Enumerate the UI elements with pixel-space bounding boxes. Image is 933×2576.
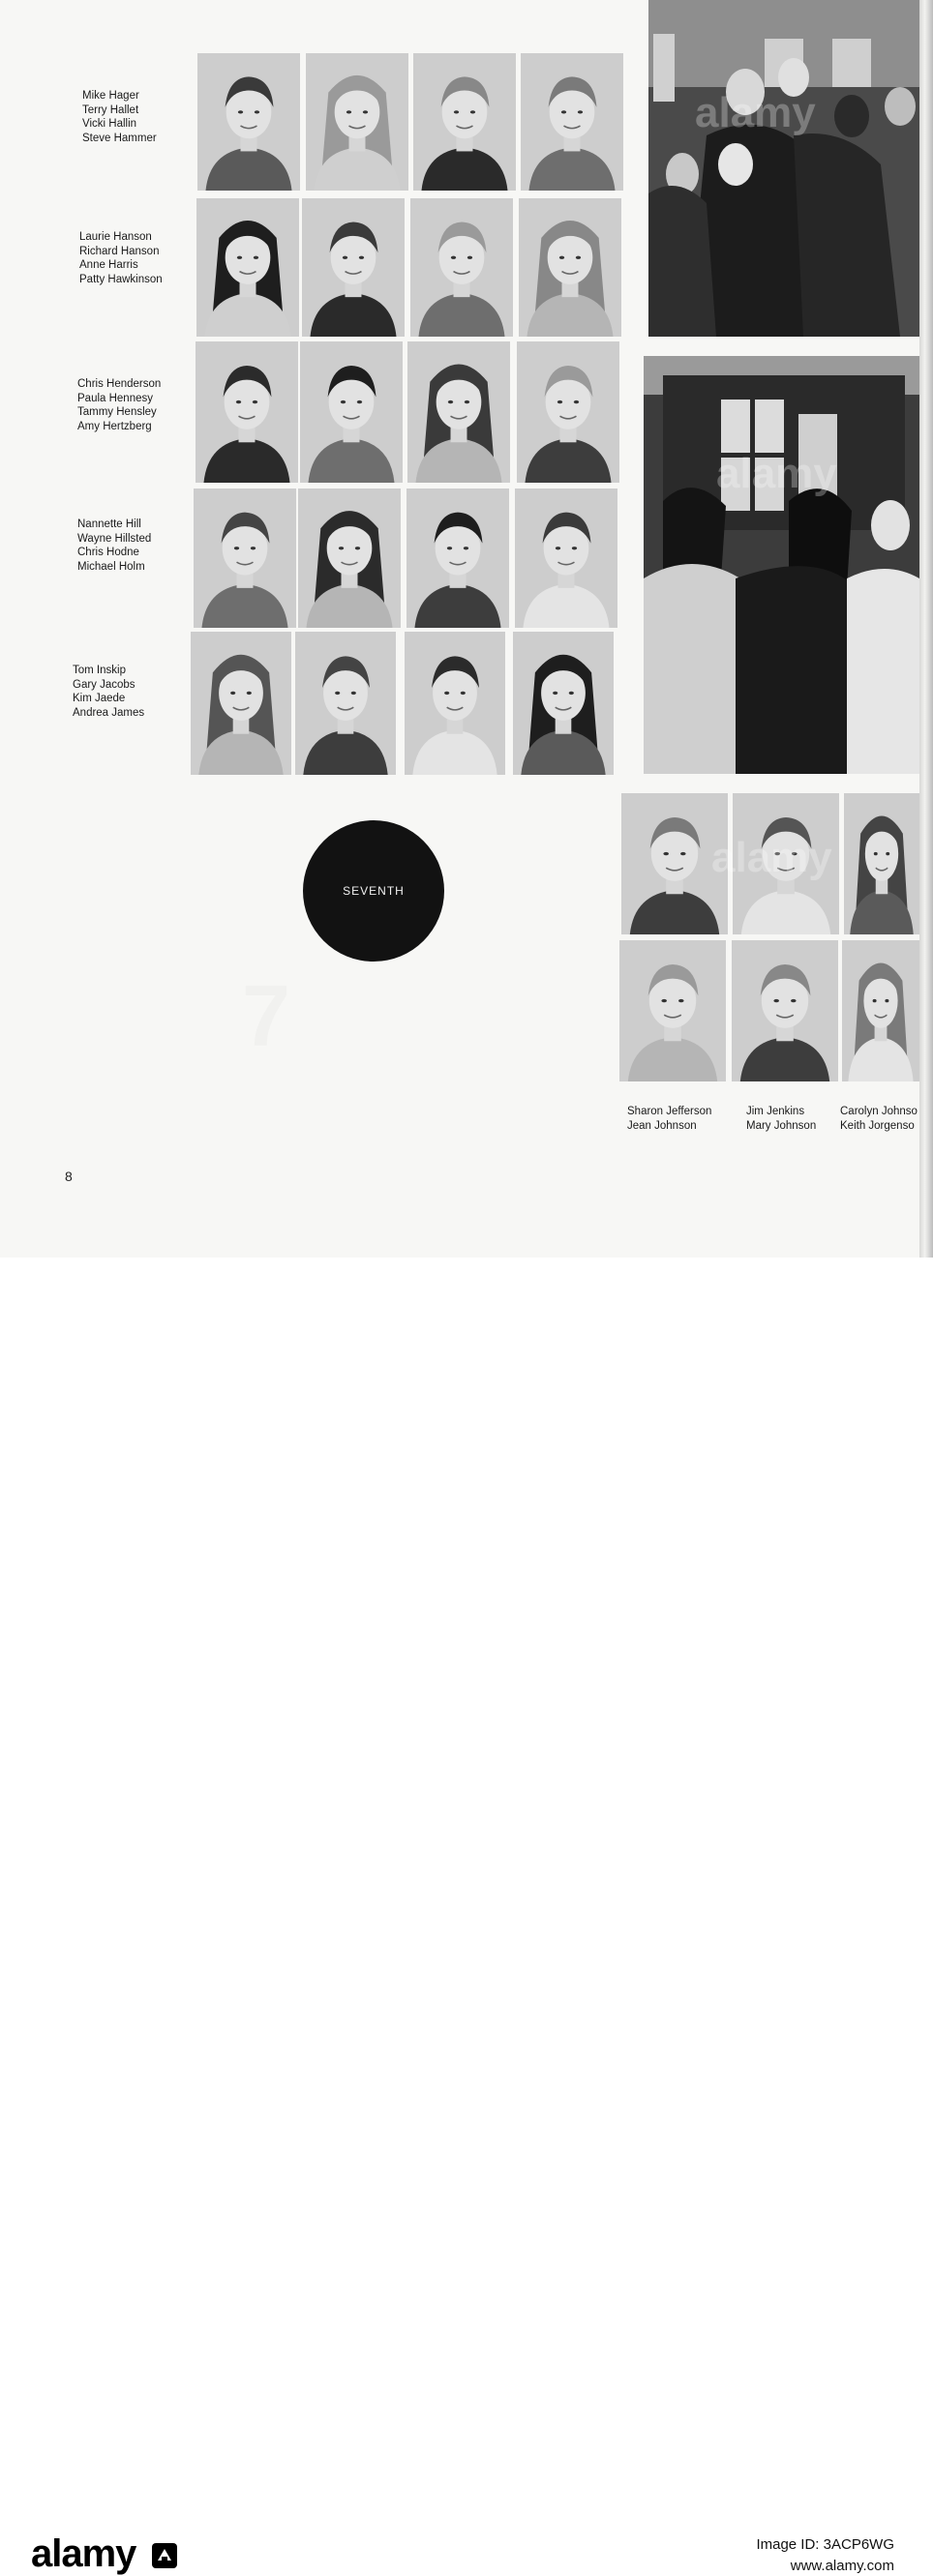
student-name: Terry Hallet [82, 104, 139, 116]
brand-name: alamy [31, 2532, 136, 2575]
student-portrait [407, 341, 510, 483]
student-name: Andrea James [73, 706, 145, 719]
student-name: Carolyn Johnso [840, 1106, 918, 1117]
candid-photo-hallway [648, 0, 919, 337]
student-portrait [196, 341, 298, 483]
names-row-1 [82, 89, 157, 145]
page-binding-edge [919, 0, 933, 1258]
student-name: Richard Hanson [79, 245, 160, 257]
student-portrait [306, 53, 408, 191]
student-portrait [513, 632, 614, 775]
student-portrait [196, 198, 299, 337]
student-name: Mary Johnson [746, 1119, 817, 1132]
seventh-grade-label: SEVENTH [343, 884, 405, 898]
student-portrait [519, 198, 621, 337]
names-row-4 [77, 518, 151, 574]
show-through-text: 7 [242, 968, 291, 1065]
names-row-5 [73, 664, 144, 720]
student-name: Paula Hennesy [77, 392, 153, 404]
student-name: Chris Hodne [77, 547, 139, 558]
student-portrait [413, 53, 516, 191]
student-name: Tammy Hensley [77, 406, 157, 418]
student-portrait [521, 53, 623, 191]
student-name: Patty Hawkinson [79, 273, 163, 285]
student-name: Chris Henderson [77, 378, 162, 390]
student-portrait [732, 940, 838, 1081]
names-row-2 [79, 230, 163, 286]
student-name: Wayne Hillsted [77, 532, 152, 545]
student-portrait [619, 940, 726, 1081]
student-portrait [410, 198, 513, 337]
student-portrait [295, 632, 396, 775]
names-row-3 [77, 377, 161, 433]
student-name: Jean Johnson [627, 1119, 697, 1132]
student-name: Tom Inskip [73, 665, 126, 676]
student-portrait [621, 793, 728, 934]
student-portrait [300, 341, 403, 483]
student-name: Vicki Hallin [82, 118, 137, 130]
page-number: 8 [65, 1169, 73, 1184]
seventh-grade-badge [303, 820, 444, 962]
image-id: Image ID: 3ACP6WG [756, 2536, 894, 2553]
caption-column-3 [840, 1105, 918, 1133]
student-portrait [191, 632, 291, 775]
student-name: Nannette Hill [77, 518, 141, 530]
student-portrait [517, 341, 619, 483]
student-name: Kim Jaede [73, 693, 126, 704]
stock-footer [0, 1258, 933, 2575]
watermark: alamy [711, 834, 832, 881]
brand-logo[interactable] [31, 2532, 179, 2576]
student-name: Sharon Jefferson [627, 1106, 712, 1117]
student-name: Laurie Hanson [79, 231, 152, 243]
caption-column-1 [627, 1105, 711, 1133]
student-portrait [405, 632, 505, 775]
student-portrait [302, 198, 405, 337]
brand-mark-icon [150, 2541, 179, 2570]
student-name: Steve Hammer [82, 132, 157, 144]
student-name: Michael Holm [77, 560, 145, 573]
student-portrait [733, 793, 839, 934]
student-portrait [515, 489, 617, 628]
site-link[interactable]: www.alamy.com [790, 2558, 894, 2574]
student-name: Amy Hertzberg [77, 420, 152, 432]
student-name: Gary Jacobs [73, 678, 135, 691]
student-portrait [194, 489, 296, 628]
student-portrait [406, 489, 509, 628]
student-portrait [197, 53, 300, 191]
student-name: Keith Jorgenso [840, 1119, 915, 1132]
candid-photo-students-door [644, 356, 919, 774]
student-portrait [842, 940, 919, 1081]
watermark: alamy [716, 450, 837, 497]
student-name: Mike Hager [82, 90, 139, 102]
student-name: Jim Jenkins [746, 1106, 805, 1117]
student-name: Anne Harris [79, 259, 138, 271]
watermark: alamy [695, 89, 816, 136]
student-portrait [844, 793, 919, 934]
caption-column-2 [746, 1105, 816, 1133]
yearbook-page [0, 0, 933, 1258]
student-portrait [298, 489, 401, 628]
